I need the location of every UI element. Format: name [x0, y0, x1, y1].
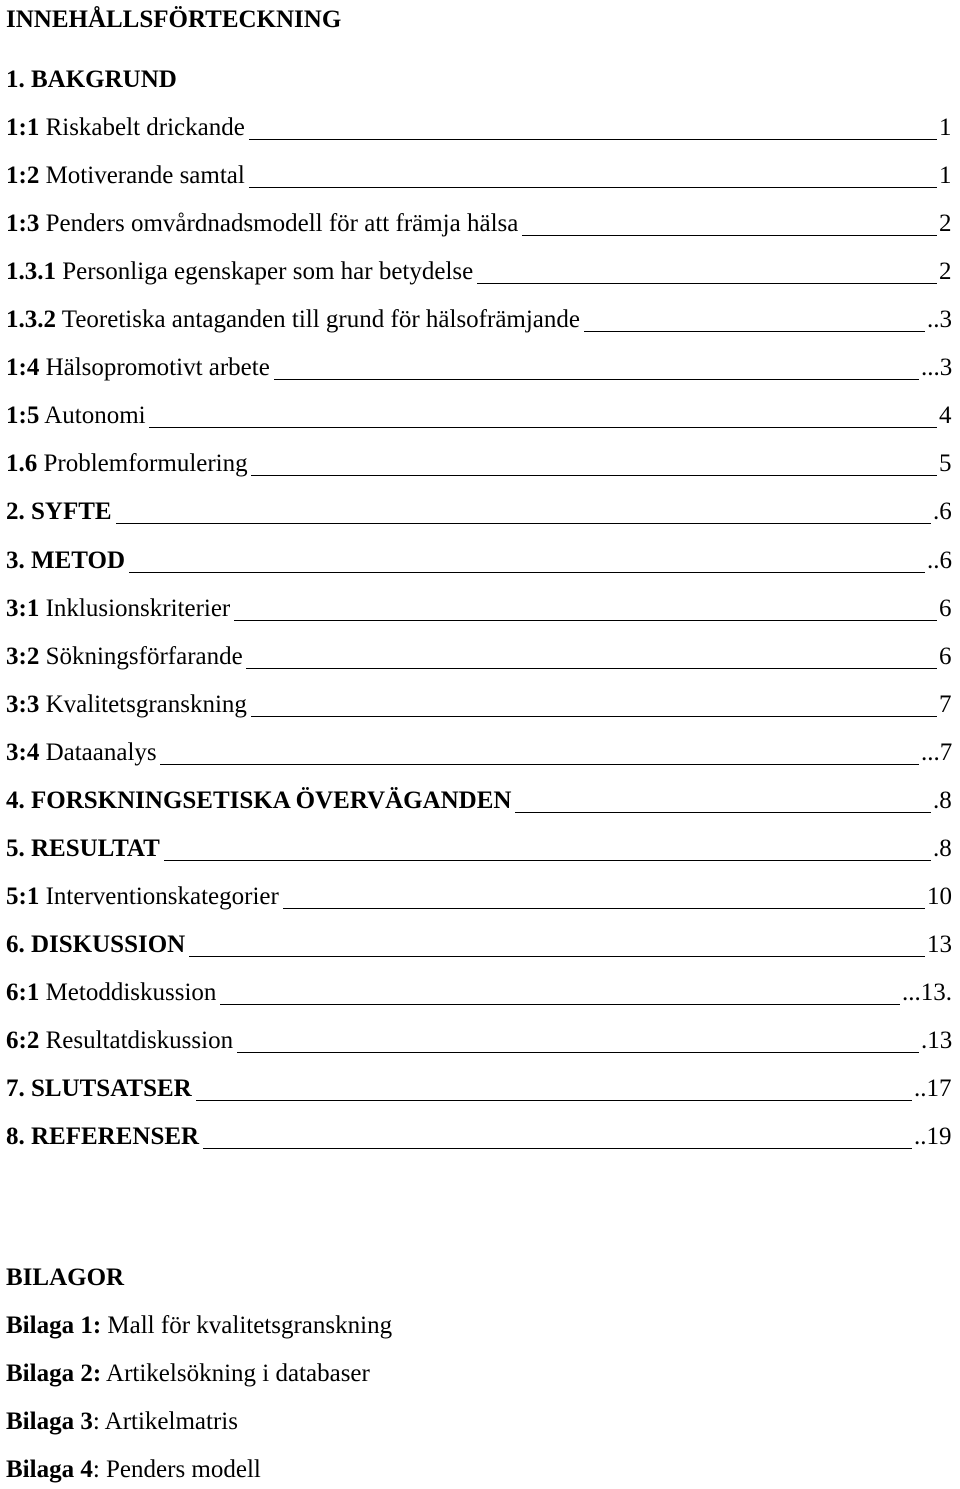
- toc-entry-number: 7. SLUTSATSER: [6, 1075, 192, 1103]
- appendix-item-label: Bilaga 2:: [6, 1360, 102, 1387]
- toc-entry-page: 2: [939, 210, 952, 238]
- appendix-item-title: : Artikelmatris: [92, 1408, 238, 1435]
- toc-entry: [6, 256, 952, 288]
- toc-entry-number: 3. METOD: [6, 546, 125, 574]
- toc-entry-title: Kvalitetsgranskning: [39, 690, 247, 718]
- toc-entry: [6, 1025, 952, 1057]
- toc-entry-title: Teoretiska antaganden till grund för hälsofrämjande: [56, 306, 580, 334]
- toc-entry-page: ..17: [914, 1075, 952, 1103]
- toc-entry-number: 5. RESULTAT: [6, 834, 160, 862]
- toc-entry-title: Dataanalys: [39, 738, 157, 766]
- toc-entry-page: 6: [939, 642, 952, 670]
- toc-entry-number: 6. DISKUSSION: [6, 930, 186, 958]
- toc-entry-number: 1:2: [6, 162, 40, 190]
- toc-leader-line: [249, 187, 937, 188]
- toc-entry-title: Motiverande samtal: [39, 162, 245, 190]
- toc-entry: [6, 64, 952, 96]
- toc-entry-number: 3:4: [6, 738, 40, 766]
- toc-leader-line: [164, 860, 931, 861]
- toc-entry: [6, 160, 952, 192]
- toc-entry: [6, 977, 952, 1009]
- toc-entry-title: Autonomi: [39, 402, 146, 430]
- toc-entry-number: 1:1: [6, 114, 40, 142]
- appendix-title: BILAGOR: [6, 1264, 125, 1291]
- toc-entry-page: 4: [939, 402, 952, 430]
- toc-entry-page: 7: [939, 690, 952, 718]
- toc-entry-page: ..19: [914, 1123, 952, 1151]
- document-title: INNEHÅLLSFÖRTECKNING: [6, 6, 342, 33]
- toc-entry-number: 6:1: [6, 978, 40, 1006]
- appendix-item-title: Artikelsökning i databaser: [101, 1360, 370, 1387]
- toc-leader-line: [274, 379, 919, 380]
- toc-entry-number: 1.3.1: [6, 258, 56, 286]
- toc-entry-page: 13: [927, 930, 952, 958]
- toc-entry: [6, 929, 952, 961]
- toc-leader-line: [522, 235, 937, 236]
- toc-entry-number: 6:2: [6, 1027, 40, 1054]
- toc-leader-line: [249, 139, 937, 140]
- toc-entry-title: Penders omvårdnadsmodell för att främja hälsa: [39, 210, 519, 238]
- toc-entry-page: .13: [921, 1027, 953, 1054]
- toc-entry-page: ...3: [921, 354, 953, 382]
- toc-entry: [6, 833, 952, 865]
- toc-entry: [6, 1073, 952, 1105]
- toc-leader-line: [246, 668, 937, 669]
- toc-entry: [6, 593, 952, 625]
- toc-leader-line: [584, 331, 925, 332]
- toc-leader-line: [251, 716, 937, 717]
- toc-entry-page: ...13.: [902, 978, 952, 1006]
- toc-entry-page: 2: [939, 258, 952, 286]
- toc-entry-page: 1: [939, 162, 952, 190]
- toc-entry-number: 1.3.2: [6, 306, 56, 334]
- appendix-item: [6, 1406, 238, 1438]
- toc-entry-page: ...7: [921, 738, 953, 766]
- toc-entry-page: .8: [933, 786, 952, 814]
- toc-entry-page: 1: [939, 114, 952, 142]
- toc-entry-page: 6: [939, 594, 952, 622]
- toc-entry: [6, 641, 952, 673]
- toc-leader-line: [251, 475, 937, 476]
- toc-entry-title: Hälsopromotivt arbete: [39, 354, 270, 382]
- toc-entry: [6, 689, 952, 721]
- toc-entry: [6, 400, 952, 432]
- toc-entry-title: Riskabelt drickande: [39, 114, 245, 142]
- appendix-item-label: Bilaga 4: [6, 1456, 93, 1483]
- toc-entry-number: 3:3: [6, 690, 40, 718]
- toc-entry-page: 10: [927, 882, 952, 910]
- toc-entry: [6, 352, 952, 384]
- toc-entry-number: 3:2: [6, 642, 40, 670]
- toc-entry-number: 5:1: [6, 882, 40, 910]
- toc-entry-title: Sökningsförfarande: [39, 642, 243, 670]
- toc-entry-page: 5: [939, 450, 952, 478]
- toc-entry-number: 3:1: [6, 594, 40, 622]
- toc-entry-title: Resultatdiskussion: [39, 1027, 234, 1054]
- appendix-item: [6, 1358, 370, 1390]
- toc-entry: [6, 785, 952, 817]
- toc-leader-line: [515, 812, 931, 813]
- toc-leader-line: [283, 908, 925, 909]
- appendix-item-title: : Penders modell: [92, 1456, 261, 1483]
- appendix-item: [6, 1454, 261, 1486]
- toc-entry-title: Metoddiskussion: [39, 978, 217, 1006]
- toc-entry: [6, 1121, 952, 1153]
- toc-entry-number: 1:5: [6, 402, 40, 430]
- toc-leader-line: [203, 1148, 912, 1149]
- toc-entry-title: Personliga egenskaper som har betydelse: [56, 258, 474, 286]
- toc-leader-line: [234, 620, 937, 621]
- toc-entry-number: 8. REFERENSER: [6, 1123, 200, 1151]
- toc-leader-line: [116, 523, 931, 524]
- toc-entry-number: 2. SYFTE: [6, 498, 112, 526]
- toc-leader-line: [477, 283, 937, 284]
- appendix-item-title: Mall för kvalitetsgranskning: [101, 1312, 393, 1339]
- toc-entry: [6, 112, 952, 144]
- toc-entry-number: 1:3: [6, 210, 40, 238]
- toc-entry-title: Problemformulering: [37, 450, 248, 478]
- toc-entry-page: ..3: [927, 306, 952, 334]
- appendix-item: [6, 1310, 392, 1342]
- appendix-item-label: Bilaga 3: [6, 1408, 93, 1435]
- toc-entry: [6, 881, 952, 913]
- toc-leader-line: [129, 572, 925, 573]
- toc-entry-number: 1. BAKGRUND: [6, 66, 177, 93]
- toc-entry: [6, 545, 952, 577]
- toc-leader-line: [149, 427, 937, 428]
- toc-entry-number: 4. FORSKNINGSETISKA ÖVERVÄGANDEN: [6, 786, 512, 814]
- toc-leader-line: [160, 764, 919, 765]
- toc-leader-line: [237, 1052, 919, 1053]
- toc-entry-page: .6: [933, 498, 952, 526]
- appendix-item-label: Bilaga 1:: [6, 1312, 102, 1339]
- toc-leader-line: [189, 956, 925, 957]
- toc-entry-page: .8: [933, 834, 952, 862]
- toc-entry: [6, 208, 952, 240]
- toc-leader-line: [220, 1004, 900, 1005]
- toc-entry-page: ..6: [927, 546, 952, 574]
- toc-entry-title: Interventionskategorier: [39, 882, 279, 910]
- toc-leader-line: [196, 1100, 912, 1101]
- toc-entry: [6, 496, 952, 528]
- toc-entry: [6, 737, 952, 769]
- toc-entry: [6, 448, 952, 480]
- toc-entry-title: Inklusionskriterier: [39, 594, 231, 622]
- toc-entry: [6, 304, 952, 336]
- toc-entry-number: 1.6: [6, 450, 38, 478]
- toc-entry-number: 1:4: [6, 354, 40, 382]
